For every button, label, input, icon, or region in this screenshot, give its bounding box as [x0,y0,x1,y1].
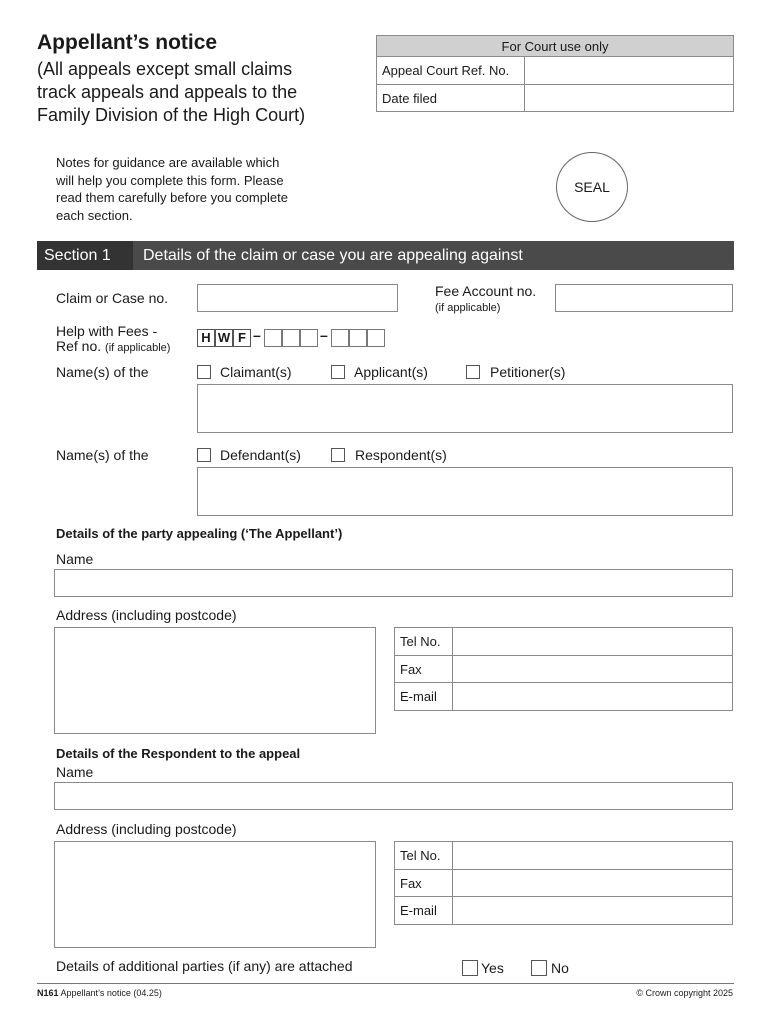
appellant-tel-label: Tel No. [395,628,453,656]
respondent-fax-label: Fax [395,870,453,897]
appellant-address-field[interactable] [54,627,376,734]
hwf-digit[interactable] [300,329,318,347]
applicant-checkbox[interactable] [331,365,345,379]
form-title: Appellant’s notice [37,31,218,54]
respondent-contact-table [394,841,733,925]
appeal-ref-label: Appeal Court Ref. No. [377,57,525,85]
claimant-option-label: Claimant(s) [220,364,292,380]
respondent-checkbox[interactable] [331,448,345,462]
guidance-line: each section. [56,207,133,223]
respondent-name-field[interactable] [54,782,733,810]
hwf-dash: – [320,327,328,343]
court-use-heading: For Court use only [377,36,734,57]
appellant-fax-field[interactable] [453,656,733,683]
additional-no-label: No [551,960,569,976]
respondent-heading: Details of the Respondent to the appeal [56,746,301,761]
footer-divider [37,983,734,984]
respondent-email-field[interactable] [453,897,733,925]
claim-no-field[interactable] [197,284,398,312]
section-1-title: Details of the claim or case you are appealing against [143,247,523,264]
seal-label: SEAL [574,179,610,195]
appellant-fax-label: Fax [395,656,453,683]
footer-copyright: © Crown copyright 2025 [636,988,733,998]
hwf-prefix-f: F [233,329,251,347]
defendant-names-field[interactable] [197,467,733,516]
fee-account-label: Fee Account no. [435,283,537,299]
appellant-contact-table [394,627,733,711]
subtitle-line: track appeals and appeals to the [37,82,298,102]
guidance-line: read them carefully before you complete [56,190,288,205]
claim-no-label: Claim or Case no. [56,290,169,306]
claimant-checkbox[interactable] [197,365,211,379]
appellant-name-label: Name [56,551,94,567]
hwf-note: (if applicable) [105,342,171,354]
respondent-fax-field[interactable] [453,870,733,897]
guidance-line: Notes for guidance are available which [56,155,280,170]
fee-account-field[interactable] [555,284,733,312]
form-code: N161 [37,988,59,998]
applicant-option-label: Applicant(s) [354,364,428,380]
hwf-digit[interactable] [349,329,367,347]
respondent-option-label: Respondent(s) [355,447,447,463]
appellant-email-label: E-mail [395,683,453,711]
respondent-address-label: Address (including postcode) [56,821,237,837]
hwf-label: Help with Fees - [56,323,158,339]
petitioner-option-label: Petitioner(s) [490,364,566,380]
additional-parties-label: Details of additional parties (if any) are attached [56,958,353,974]
court-use-table [376,35,734,112]
section-1-number: Section 1 [37,241,133,270]
form-name: Appellant’s notice (04.25) [60,988,162,998]
subtitle-line: Family Division of the High Court) [37,105,306,125]
guidance-line: will help you complete this form. Please [56,172,284,188]
respondent-email-label: E-mail [395,897,453,925]
fee-account-note: (if applicable) [435,302,501,314]
respondent-tel-field[interactable] [453,842,733,870]
hwf-label-line2 [56,338,170,354]
appellant-address-label: Address (including postcode) [56,607,237,623]
hwf-digit[interactable] [264,329,282,347]
appellant-name-field[interactable] [54,569,733,597]
hwf-ref-label: Ref no. [56,338,102,354]
additional-no-checkbox[interactable] [531,960,547,976]
appellant-heading: Details of the party appealing (‘The Appellant’) [56,526,343,541]
hwf-digit[interactable] [331,329,349,347]
respondent-name-label: Name [56,764,94,780]
appellant-email-field[interactable] [453,683,733,711]
petitioner-checkbox[interactable] [466,365,480,379]
form-subtitle [37,58,305,127]
seal-circle [556,152,628,222]
additional-yes-label: Yes [481,960,504,976]
defendant-names-label: Name(s) of the [56,447,149,463]
hwf-digit[interactable] [282,329,300,347]
date-filed-field[interactable] [525,85,734,112]
hwf-dash: – [253,327,261,343]
hwf-digit[interactable] [367,329,385,347]
claimant-names-field[interactable] [197,384,733,433]
subtitle-line: (All appeals except small claims [37,59,293,79]
claimant-names-label: Name(s) of the [56,364,149,380]
footer-form-id [37,988,162,998]
guidance-notes [56,154,288,224]
defendant-option-label: Defendant(s) [220,447,301,463]
hwf-prefix-w: W [215,329,233,347]
appellant-tel-field[interactable] [453,628,733,656]
additional-yes-checkbox[interactable] [462,960,478,976]
defendant-checkbox[interactable] [197,448,211,462]
date-filed-label: Date filed [377,85,525,112]
appeal-ref-field[interactable] [525,57,734,85]
hwf-prefix-h: H [197,329,215,347]
respondent-tel-label: Tel No. [395,842,453,870]
respondent-address-field[interactable] [54,841,376,948]
